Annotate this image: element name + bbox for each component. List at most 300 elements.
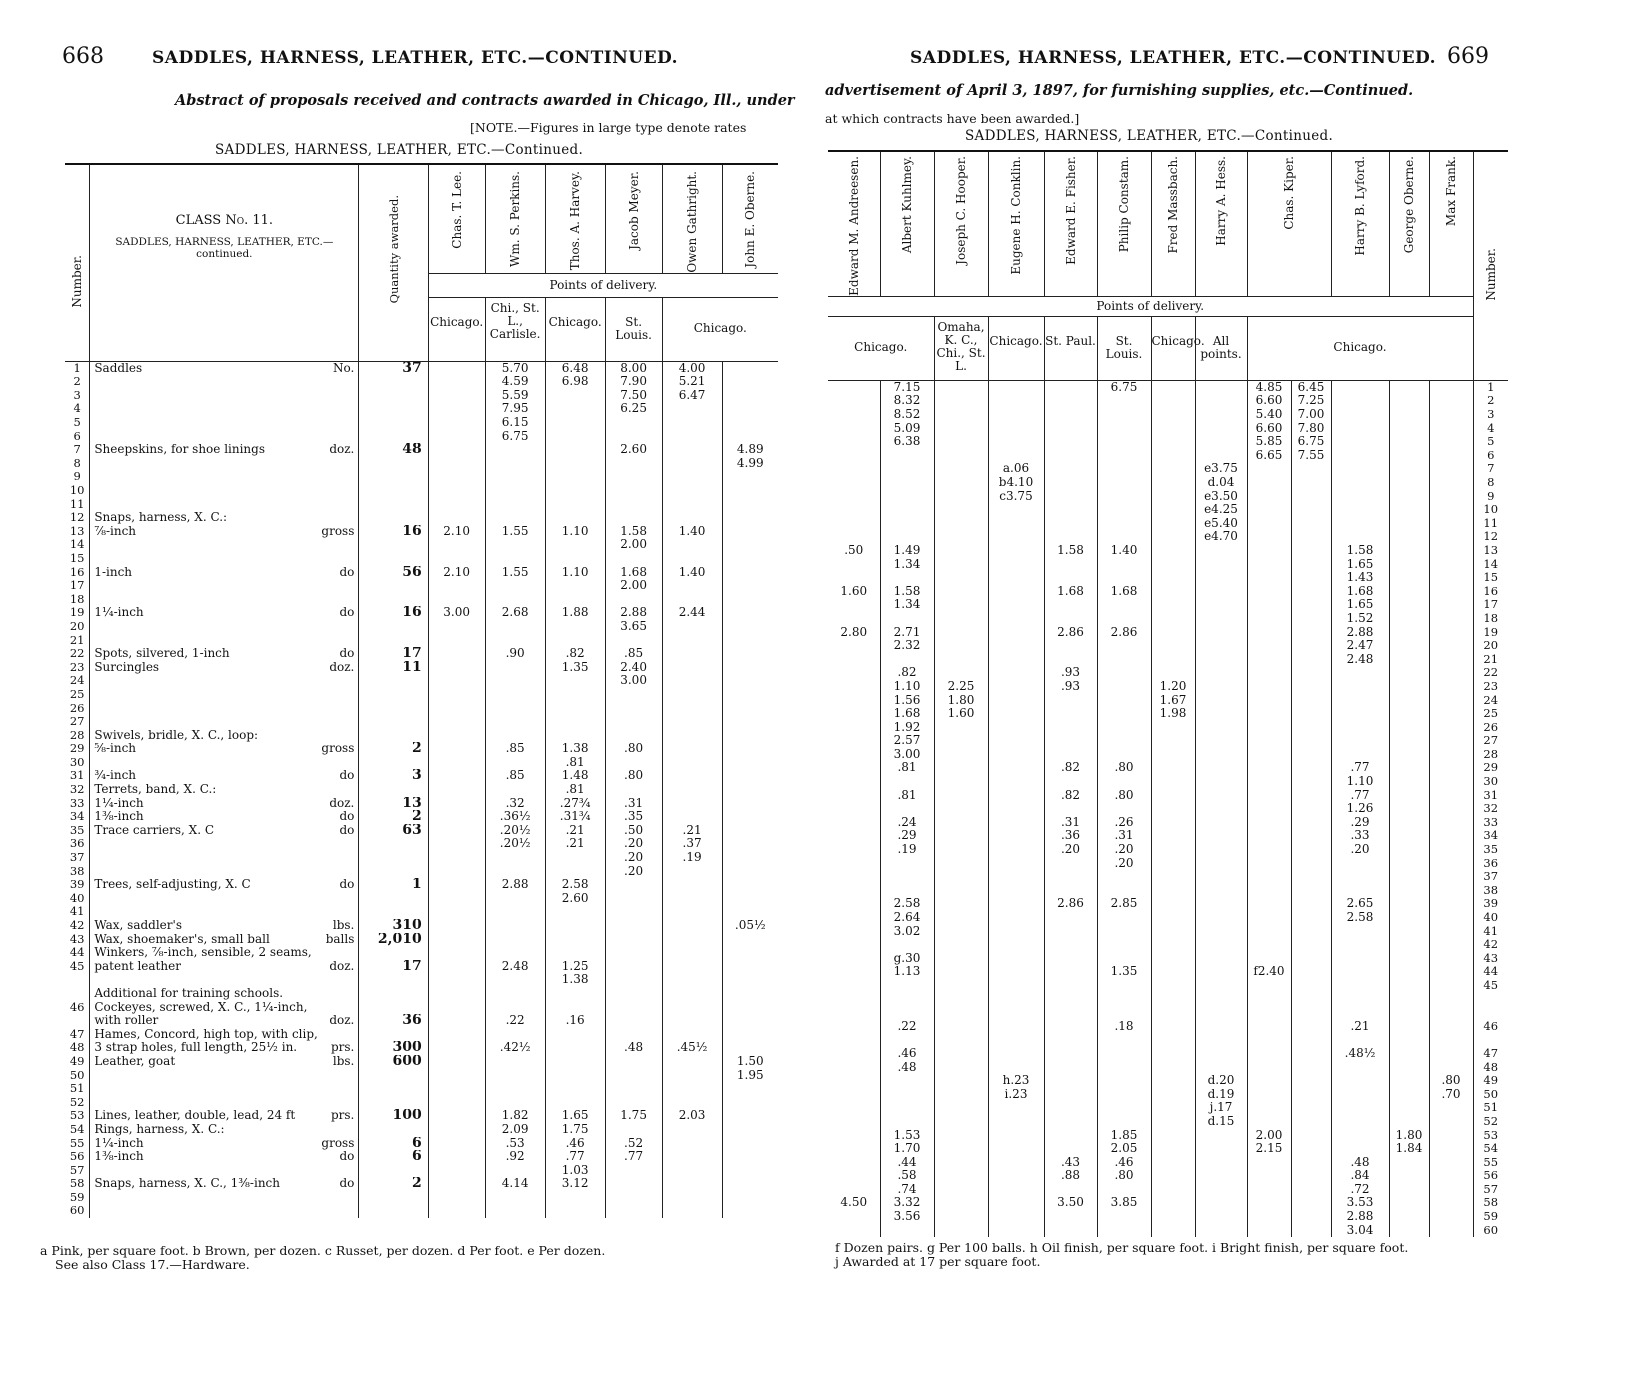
bid-cell	[1429, 1196, 1473, 1210]
item-unit: doz.	[329, 1014, 355, 1028]
line-number: 13	[1473, 544, 1508, 558]
bid-cell	[988, 680, 1044, 694]
bid-cell	[485, 1204, 545, 1218]
bid-cell	[1331, 449, 1389, 463]
bid-cell	[605, 1164, 662, 1178]
line-number: 50	[69, 1068, 85, 1082]
bid-cell	[428, 878, 485, 892]
bid-cell	[1389, 598, 1429, 612]
item-unit: No.	[333, 361, 355, 375]
table-row	[65, 987, 778, 1001]
item-name: ¾-inch	[94, 769, 137, 783]
bid-cell	[1389, 476, 1429, 490]
bidder-1: Wm. S. Perkins.	[508, 171, 523, 267]
bid-cell	[605, 933, 662, 947]
line-number: 39	[69, 878, 85, 892]
table-row	[65, 470, 778, 484]
line-number: 4	[1473, 422, 1508, 436]
bid-cell	[1389, 1061, 1429, 1075]
bid-cell	[828, 666, 880, 680]
bid-cell	[1331, 925, 1389, 939]
bid-cell	[722, 647, 778, 661]
bid-cell	[828, 1224, 880, 1238]
bid-cell	[662, 783, 722, 797]
bid-cell	[722, 742, 778, 756]
bid-cell	[828, 1020, 880, 1034]
bid-cell	[1389, 897, 1429, 911]
bid-cell: .20	[1097, 843, 1151, 857]
left-bid-table	[65, 163, 778, 1218]
bid-cell	[485, 702, 545, 716]
table-row	[828, 789, 1508, 803]
item-description	[90, 402, 359, 416]
bid-cell: 1.68	[1044, 585, 1097, 599]
bid-cell	[662, 1001, 722, 1015]
bid-cell	[988, 1196, 1044, 1210]
bid-cell	[722, 865, 778, 879]
bid-cell	[988, 558, 1044, 572]
bid-cell	[1044, 1142, 1097, 1156]
bid-cell	[1429, 993, 1473, 1007]
line-number: 53	[69, 1109, 85, 1123]
quantity-awarded	[359, 688, 428, 702]
bid-cell	[1097, 734, 1151, 748]
bid-cell: 1.20	[1151, 680, 1195, 694]
line-number: 3	[73, 388, 81, 402]
bid-cell	[545, 905, 605, 919]
bid-cell	[988, 422, 1044, 436]
bid-cell: 2.00	[605, 579, 662, 593]
bid-cell: .20	[1331, 843, 1389, 857]
bid-cell	[1044, 870, 1097, 884]
bid-cell	[485, 498, 545, 512]
bid-cell	[1195, 884, 1247, 898]
bid-cell: 1.25	[545, 960, 605, 974]
bid-cell	[1389, 1101, 1429, 1115]
bid-cell: .80	[1097, 789, 1151, 803]
item-description	[90, 987, 359, 1001]
table-row	[828, 1224, 1508, 1238]
item-description	[90, 1055, 359, 1069]
item-description	[90, 688, 359, 702]
bid-cell: 7.95	[485, 402, 545, 416]
bid-cell: 3.32	[880, 1196, 934, 1210]
bid-cell	[1151, 598, 1195, 612]
bid-cell	[828, 707, 880, 721]
bid-cell	[428, 919, 485, 933]
bid-cell	[1247, 925, 1291, 939]
bid-cell	[605, 756, 662, 770]
bid-cell	[722, 402, 778, 416]
bid-cell	[1331, 1074, 1389, 1088]
bid-cell	[605, 1055, 662, 1069]
bid-cell	[545, 593, 605, 607]
bid-cell	[485, 973, 545, 987]
bid-cell	[1429, 1033, 1473, 1047]
bid-cell: .82	[1044, 789, 1097, 803]
bid-cell	[485, 634, 545, 648]
bid-cell	[1044, 1061, 1097, 1075]
quantity-awarded	[359, 715, 428, 729]
table-row	[828, 435, 1508, 449]
bid-cell	[1389, 775, 1429, 789]
bid-cell	[1389, 462, 1429, 476]
quantity-awarded	[359, 593, 428, 607]
bid-cell	[605, 729, 662, 743]
bid-cell	[934, 1183, 988, 1197]
bid-cell	[722, 552, 778, 566]
bid-cell	[1044, 476, 1097, 490]
table-row	[828, 394, 1508, 408]
bid-cell	[545, 538, 605, 552]
bid-cell	[605, 430, 662, 444]
bid-cell	[428, 1014, 485, 1028]
item-unit: gross	[321, 1136, 355, 1150]
line-number: 45	[1473, 979, 1508, 993]
bid-cell	[1429, 394, 1473, 408]
bid-cell	[485, 443, 545, 457]
bid-cell: .80	[1097, 761, 1151, 775]
bid-cell: 5.21	[662, 375, 722, 389]
table-row	[828, 408, 1508, 422]
bid-cell	[1097, 462, 1151, 476]
bid-cell	[1389, 802, 1429, 816]
bid-cell	[428, 1109, 485, 1123]
line-number: 52	[69, 1095, 85, 1109]
bid-cell	[1291, 626, 1331, 640]
bid-cell	[428, 1123, 485, 1137]
bid-cell	[1429, 802, 1473, 816]
bid-cell	[1151, 394, 1195, 408]
line-number: 29	[1473, 761, 1508, 775]
item-unit: do	[339, 878, 355, 892]
line-number: 5	[1473, 435, 1508, 449]
bid-cell	[988, 884, 1044, 898]
delivery-5: Chicago.	[1151, 316, 1195, 380]
bid-cell	[880, 775, 934, 789]
line-number: 47	[1473, 1047, 1508, 1061]
bid-cell	[1195, 1169, 1247, 1183]
table-row	[65, 647, 778, 661]
table-row	[65, 702, 778, 716]
quantity-awarded	[359, 389, 428, 403]
table-row	[828, 938, 1508, 952]
bid-cell	[1429, 408, 1473, 422]
bid-cell	[1195, 734, 1247, 748]
quantity-awarded: 600	[359, 1055, 428, 1069]
bid-cell: 3.00	[880, 748, 934, 762]
item-name: Snaps, harness, X. C., 1⅜-inch	[94, 1177, 280, 1191]
bid-cell: .46	[1097, 1156, 1151, 1170]
item-description	[90, 878, 359, 892]
bid-cell	[1151, 993, 1195, 1007]
bid-cell	[722, 756, 778, 770]
bid-cell: 1.88	[545, 606, 605, 620]
bid-cell: 1.10	[1331, 775, 1389, 789]
item-description	[90, 1177, 359, 1191]
bid-cell	[1291, 857, 1331, 871]
bid-cell: 1.55	[485, 525, 545, 539]
table-row	[65, 674, 778, 688]
table-row	[828, 1196, 1508, 1210]
item-unit: doz.	[329, 443, 355, 457]
bid-cell	[1044, 1006, 1097, 1020]
bid-cell: 6.65	[1247, 449, 1291, 463]
bid-cell	[1389, 761, 1429, 775]
line-number: 37	[1473, 870, 1508, 884]
bid-cell: 8.32	[880, 394, 934, 408]
bid-cell	[722, 470, 778, 484]
bid-cell	[1247, 748, 1291, 762]
bid-cell	[722, 498, 778, 512]
bid-cell	[1389, 734, 1429, 748]
bid-cell: .81	[545, 756, 605, 770]
bid-cell	[828, 1142, 880, 1156]
bid-cell	[1429, 680, 1473, 694]
bid-cell	[722, 810, 778, 824]
bid-cell: 1.38	[545, 742, 605, 756]
bid-cell: 1.98	[1151, 707, 1195, 721]
bid-cell: .26	[1097, 816, 1151, 830]
bid-cell: 1.84	[1389, 1142, 1429, 1156]
quantity-awarded: 63	[359, 824, 428, 838]
line-number: 43	[69, 932, 85, 946]
item-description	[90, 634, 359, 648]
item-description	[90, 1069, 359, 1083]
bid-cell	[662, 484, 722, 498]
bid-cell: .77	[545, 1150, 605, 1164]
bid-cell	[722, 389, 778, 403]
item-name: Terrets, band, X. C.:	[94, 783, 217, 797]
bid-cell	[934, 748, 988, 762]
bid-cell	[662, 620, 722, 634]
bid-cell	[1429, 626, 1473, 640]
bid-cell	[1247, 1156, 1291, 1170]
bid-cell	[1097, 1224, 1151, 1238]
bid-cell	[988, 979, 1044, 993]
table-row	[828, 884, 1508, 898]
bid-cell: 2.03	[662, 1109, 722, 1123]
bid-cell: 2.40	[605, 661, 662, 675]
table-row	[828, 1020, 1508, 1034]
bid-cell: .20	[605, 837, 662, 851]
bid-cell	[1429, 1210, 1473, 1224]
bid-cell	[1331, 666, 1389, 680]
item-unit: lbs.	[332, 919, 355, 933]
bid-cell	[722, 484, 778, 498]
bid-cell: 1.40	[662, 525, 722, 539]
bid-cell	[722, 1204, 778, 1218]
bid-cell: 1.65	[1331, 558, 1389, 572]
bid-cell: 3.00	[428, 606, 485, 620]
line-number: 8	[73, 456, 81, 470]
bid-cell	[828, 1115, 880, 1129]
bid-cell	[545, 1055, 605, 1069]
bid-cell	[934, 829, 988, 843]
bid-cell	[934, 1020, 988, 1034]
bid-cell	[605, 892, 662, 906]
item-unit: gross	[321, 524, 355, 538]
bid-cell	[1195, 626, 1247, 640]
bid-cell	[828, 1033, 880, 1047]
quantity-awarded: 56	[359, 566, 428, 580]
bid-cell	[828, 1101, 880, 1115]
bid-cell	[1151, 1061, 1195, 1075]
bid-cell	[1195, 761, 1247, 775]
bid-cell	[828, 517, 880, 531]
line-number: 26	[69, 701, 85, 715]
bid-cell	[1097, 1183, 1151, 1197]
bid-cell	[1195, 1033, 1247, 1047]
line-number: 28	[1473, 748, 1508, 762]
item-description	[90, 783, 359, 797]
bid-cell: .81	[880, 789, 934, 803]
bid-cell	[1291, 979, 1331, 993]
bidder-5: Philip Constam.	[1117, 156, 1131, 253]
bid-cell	[1097, 680, 1151, 694]
bid-cell	[828, 1169, 880, 1183]
bid-cell	[1291, 911, 1331, 925]
bid-cell	[1331, 1101, 1389, 1115]
bid-cell	[880, 462, 934, 476]
bid-cell	[934, 1129, 988, 1143]
bid-cell: .29	[1331, 816, 1389, 830]
bid-cell	[934, 571, 988, 585]
item-name: 1⅜-inch	[94, 1150, 144, 1164]
bid-cell	[828, 843, 880, 857]
footnote-2: j Awarded at 17 per square foot.	[835, 1254, 1041, 1269]
bid-cell: 5.59	[485, 389, 545, 403]
bid-cell: .21	[1331, 1020, 1389, 1034]
item-unit: balls	[325, 932, 355, 946]
bid-cell: 6.75	[485, 430, 545, 444]
bid-cell	[1291, 1047, 1331, 1061]
bid-cell	[1151, 530, 1195, 544]
table-row	[65, 498, 778, 512]
line-number: 14	[69, 538, 85, 552]
bid-cell	[662, 457, 722, 471]
item-description	[90, 443, 359, 457]
bid-cell	[485, 511, 545, 525]
bid-cell	[934, 802, 988, 816]
line-number: 29	[69, 742, 85, 756]
bid-cell: .58	[880, 1169, 934, 1183]
bid-cell	[1151, 558, 1195, 572]
bid-cell	[545, 552, 605, 566]
bid-cell	[1195, 952, 1247, 966]
bid-cell	[934, 394, 988, 408]
bid-cell	[1151, 653, 1195, 667]
bid-cell	[1195, 1129, 1247, 1143]
table-row	[828, 530, 1508, 544]
bid-cell: .20	[1044, 843, 1097, 857]
table-row	[65, 375, 778, 389]
quantity-awarded	[359, 402, 428, 416]
bid-cell: 2.10	[428, 525, 485, 539]
note-line: [NOTE.—Figures in large type denote rates	[470, 120, 747, 135]
bid-cell	[934, 490, 988, 504]
bid-cell: 1.03	[545, 1164, 605, 1178]
bid-cell	[1429, 422, 1473, 436]
bid-cell: 1.34	[880, 558, 934, 572]
bid-cell: 3.53	[1331, 1196, 1389, 1210]
bid-cell	[1151, 816, 1195, 830]
bid-cell	[545, 470, 605, 484]
line-number: 19	[1473, 626, 1508, 640]
bid-cell	[828, 1074, 880, 1088]
bid-cell	[1429, 1006, 1473, 1020]
quantity-awarded	[359, 1096, 428, 1110]
bid-cell: .77	[1331, 761, 1389, 775]
table-row	[65, 593, 778, 607]
bid-cell	[1247, 585, 1291, 599]
line-number: 20	[69, 619, 85, 633]
bid-cell	[1097, 653, 1151, 667]
item-name: Trees, self-adjusting, X. C	[94, 878, 251, 892]
quantity-awarded: 11	[359, 661, 428, 675]
bid-cell	[662, 1014, 722, 1028]
quantity-awarded	[359, 729, 428, 743]
bid-cell	[1291, 952, 1331, 966]
bid-cell	[1291, 530, 1331, 544]
bid-cell	[828, 884, 880, 898]
item-description	[90, 973, 359, 987]
bid-cell: 6.75	[1097, 380, 1151, 394]
line-number: 57	[1473, 1183, 1508, 1197]
bid-cell	[1429, 911, 1473, 925]
bid-cell	[545, 715, 605, 729]
bid-cell	[988, 666, 1044, 680]
item-description	[90, 389, 359, 403]
bid-cell	[722, 620, 778, 634]
bid-cell	[1291, 503, 1331, 517]
bid-cell	[988, 965, 1044, 979]
bid-cell	[828, 1088, 880, 1102]
bid-cell	[1389, 1020, 1429, 1034]
bid-cell	[1151, 1074, 1195, 1088]
bid-cell: 3.12	[545, 1177, 605, 1191]
bid-cell	[545, 1041, 605, 1055]
bid-cell	[1389, 585, 1429, 599]
delivery-0: Chicago.	[428, 297, 485, 361]
bid-cell	[545, 729, 605, 743]
line-number: 31	[1473, 789, 1508, 803]
bid-cell	[1247, 707, 1291, 721]
bid-cell	[1389, 626, 1429, 640]
bid-cell	[1389, 1115, 1429, 1129]
item-description	[90, 702, 359, 716]
bid-cell: 1.52	[1331, 612, 1389, 626]
bid-cell	[1429, 1156, 1473, 1170]
item-description	[90, 1150, 359, 1164]
table-row	[65, 634, 778, 648]
table-row	[65, 1191, 778, 1205]
item-name: Hames, Concord, high top, with clip,	[94, 1027, 318, 1041]
bid-cell	[1389, 1224, 1429, 1238]
bid-cell	[1151, 761, 1195, 775]
bid-cell	[1247, 1169, 1291, 1183]
bid-cell	[1195, 857, 1247, 871]
bid-cell	[1291, 1020, 1331, 1034]
bid-cell	[662, 674, 722, 688]
table-row	[65, 1096, 778, 1110]
bid-cell	[934, 1033, 988, 1047]
bid-cell	[662, 1137, 722, 1151]
bid-cell: 2.25	[934, 680, 988, 694]
item-description	[90, 865, 359, 879]
bid-cell	[1429, 490, 1473, 504]
bid-cell	[605, 1082, 662, 1096]
